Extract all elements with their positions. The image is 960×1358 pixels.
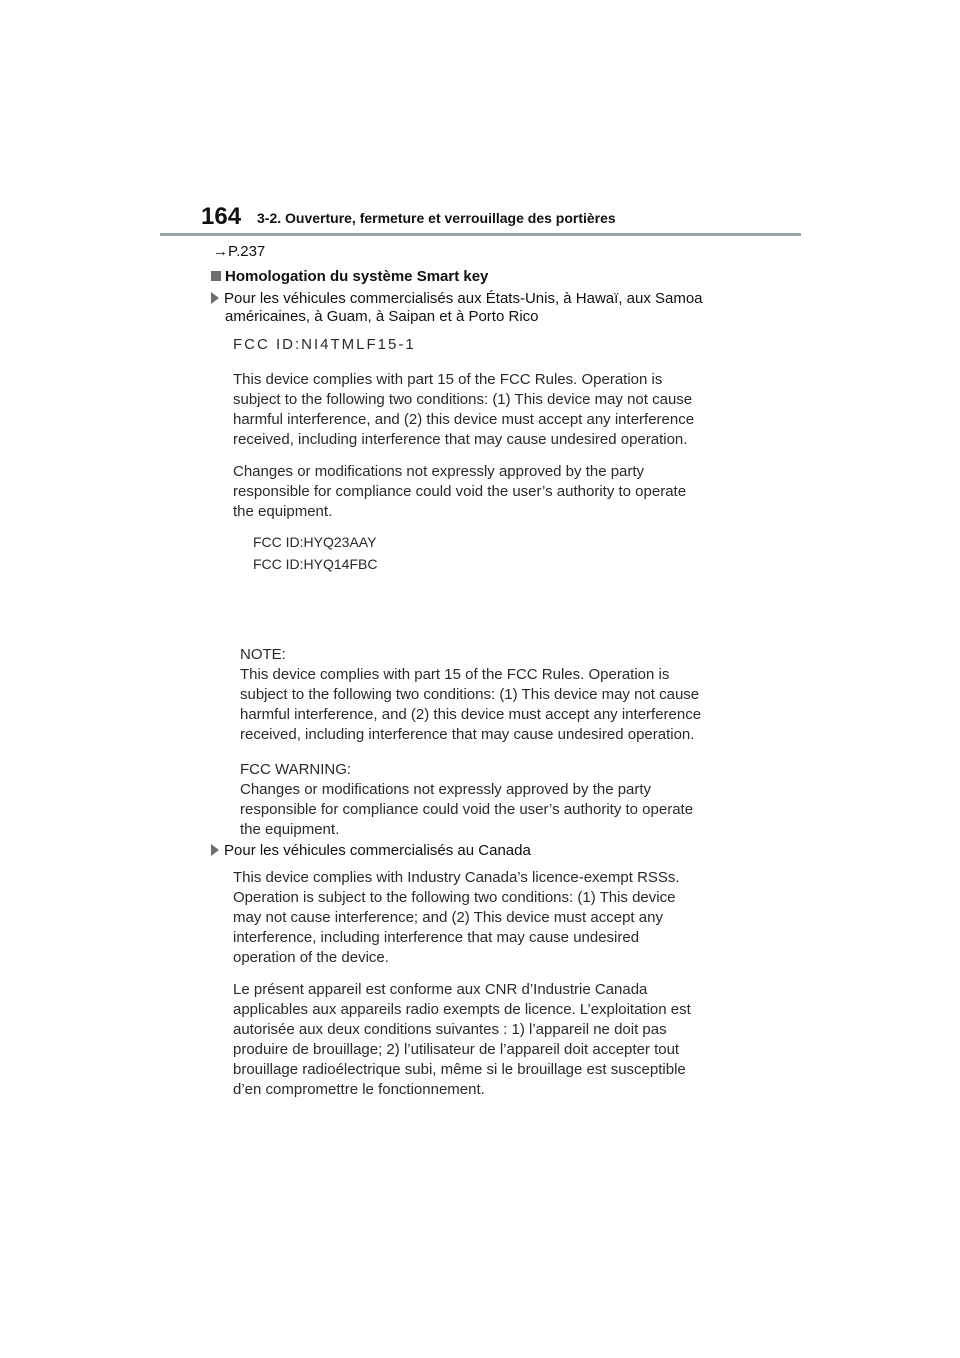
text-line: responsible for compliance could void the user’s authority to operate bbox=[240, 801, 694, 818]
text-line: received, including interference that may cause undesired operation. bbox=[233, 431, 688, 448]
text-line: received, including interference that may cause undesired operation. bbox=[240, 726, 695, 743]
text-line: operation of the device. bbox=[233, 949, 389, 966]
page-reference-link[interactable]: →P.237 bbox=[213, 243, 266, 260]
triangle-bullet-icon bbox=[211, 292, 219, 304]
bullet-usa-line2: américaines, à Guam, à Saipan et à Porto Rico bbox=[225, 308, 539, 325]
note-label: NOTE: bbox=[240, 646, 286, 663]
text-line: d’en compromettre le fonctionnement. bbox=[233, 1081, 485, 1098]
text-line: autorisée aux deux conditions suivantes : 1) l’appareil ne doit pas bbox=[233, 1021, 667, 1038]
section-title: Homologation du système Smart key bbox=[225, 268, 489, 285]
fcc-id-list bbox=[253, 534, 377, 578]
text-line: interference, including interference that may cause undesired bbox=[233, 929, 640, 946]
section-heading bbox=[211, 268, 488, 285]
text-line: the equipment. bbox=[240, 821, 340, 838]
warning-label: FCC WARNING: bbox=[240, 761, 352, 778]
text-line: the equipment. bbox=[233, 503, 333, 520]
bullet-usa bbox=[211, 290, 703, 326]
text-line: Operation is subject to the following two conditions: (1) This device bbox=[233, 889, 676, 906]
text-line: brouillage radioélectrique subi, même si le brouillage est susceptible bbox=[233, 1061, 686, 1078]
text-line: applicables aux appareils radio exempts de licence. L’exploitation est bbox=[233, 1001, 691, 1018]
text-line: Changes or modifications not expressly approved by the party bbox=[240, 781, 652, 798]
text-line: Changes or modifications not expressly approved by the party bbox=[233, 463, 645, 480]
text-line: may not cause interference; and (2) This device must accept any bbox=[233, 909, 663, 926]
canada-english-block bbox=[233, 868, 733, 968]
header-divider bbox=[160, 233, 801, 236]
canada-french-block bbox=[233, 980, 733, 1100]
note-block bbox=[240, 645, 740, 745]
bullet-canada-text: Pour les véhicules commercialisés au Canada bbox=[224, 842, 531, 859]
text-line: Le présent appareil est conforme aux CNR d’Industrie Canada bbox=[233, 981, 648, 998]
text-line: responsible for compliance could void the user’s authority to operate bbox=[233, 483, 687, 500]
chapter-title: 3-2. Ouverture, fermeture et verrouillage des portières bbox=[257, 210, 616, 226]
text-line: harmful interference, and (2) this device must accept any interference bbox=[240, 706, 702, 723]
text-line: produire de brouillage; 2) l’utilisateur de l’appareil doit accepter tout bbox=[233, 1041, 680, 1058]
fcc-warning-block bbox=[240, 760, 740, 840]
bullet-canada bbox=[211, 842, 531, 860]
text-line: harmful interference, and (2) this device must accept any interference bbox=[233, 411, 695, 428]
bullet-usa-line1: Pour les véhicules commercialisés aux États-Unis, à Hawaï, aux Samoa bbox=[224, 290, 703, 307]
triangle-bullet-icon bbox=[211, 844, 219, 856]
text-line: This device complies with part 15 of the FCC Rules. Operation is bbox=[233, 371, 663, 388]
fcc-id-item: FCC ID:HYQ14FBC bbox=[253, 556, 378, 572]
text-line: This device complies with Industry Canada’s licence-exempt RSSs. bbox=[233, 869, 680, 886]
fcc-id-label: FCC ID:NI4TMLF15-1 bbox=[233, 336, 416, 353]
text-line: subject to the following two conditions: (1) This device may not cause bbox=[240, 686, 700, 703]
fcc-paragraph-2 bbox=[233, 462, 733, 522]
page-number: 164 bbox=[201, 203, 242, 230]
square-bullet-icon bbox=[211, 271, 221, 281]
fcc-id-item: FCC ID:HYQ23AAY bbox=[253, 534, 377, 550]
text-line: This device complies with part 15 of the FCC Rules. Operation is bbox=[240, 666, 670, 683]
text-line: subject to the following two conditions: (1) This device may not cause bbox=[233, 391, 693, 408]
fcc-paragraph-1 bbox=[233, 370, 733, 450]
